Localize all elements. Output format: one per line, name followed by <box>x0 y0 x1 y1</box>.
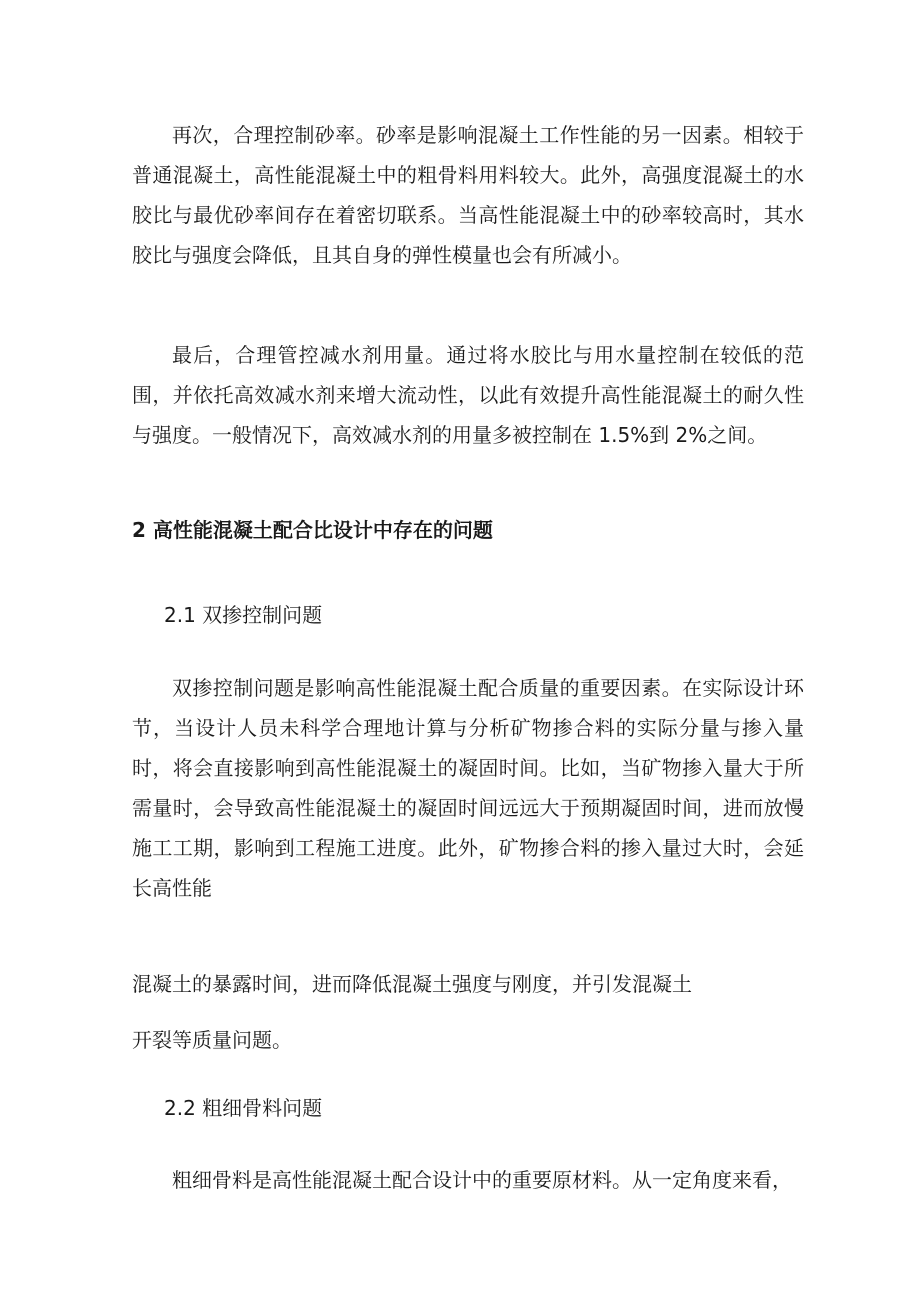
paragraph-double-mixing-line-1: 混凝土的暴露时间，进而降低混凝土强度与刚度，并引发混凝土 <box>132 972 692 996</box>
paragraph-water-reducer: 最后，合理管控减水剂用量。通过将水胶比与用水量控制在较低的范围，并依托高效减水剂来增大流动性，以此有效提升高性能混凝土的耐久性与强度。一般情况下，高效减水剂的用量多被控制在 1.5%到 2%之间。 <box>132 343 804 447</box>
paragraph-double-mixing-line-2: 开裂等质量问题。 <box>132 1028 292 1052</box>
subsection-title-2-2: 2.2 粗细骨料问题 <box>164 1096 323 1120</box>
section-heading: 2 高性能混凝土配合比设计中存在的问题 <box>132 518 493 542</box>
subsection-title-2-1: 2.1 双掺控制问题 <box>164 603 323 627</box>
paragraph-sand-ratio: 再次，合理控制砂率。砂率是影响混凝土工作性能的另一因素。相较于普通混凝土，高性能混凝土中的粗骨料用料较大。此外，高强度混凝土的水胶比与最优砂率间存在着密切联系。当高性能混凝土中的砂率较高时，其水胶比与强度会降低，且其自身的弹性模量也会有所减小。 <box>132 123 804 267</box>
paragraph-aggregate: 粗细骨料是高性能混凝土配合设计中的重要原材料。从一定角度来看， <box>172 1168 792 1192</box>
paragraph-double-mixing: 双掺控制问题是影响高性能混凝土配合质量的重要因素。在实际设计环节，当设计人员未科学合理地计算与分析矿物掺合料的实际分量与掺入量时，将会直接影响到高性能混凝土的凝固时间。比如，当矿物掺入量大于所需量时，会导致高性能混凝土的凝固时间远远大于预期凝固时间，进而放慢施工工期，影响到工程施工进度。此外，矿物掺合料的掺入量过大时，会延长高性能 <box>132 676 804 900</box>
